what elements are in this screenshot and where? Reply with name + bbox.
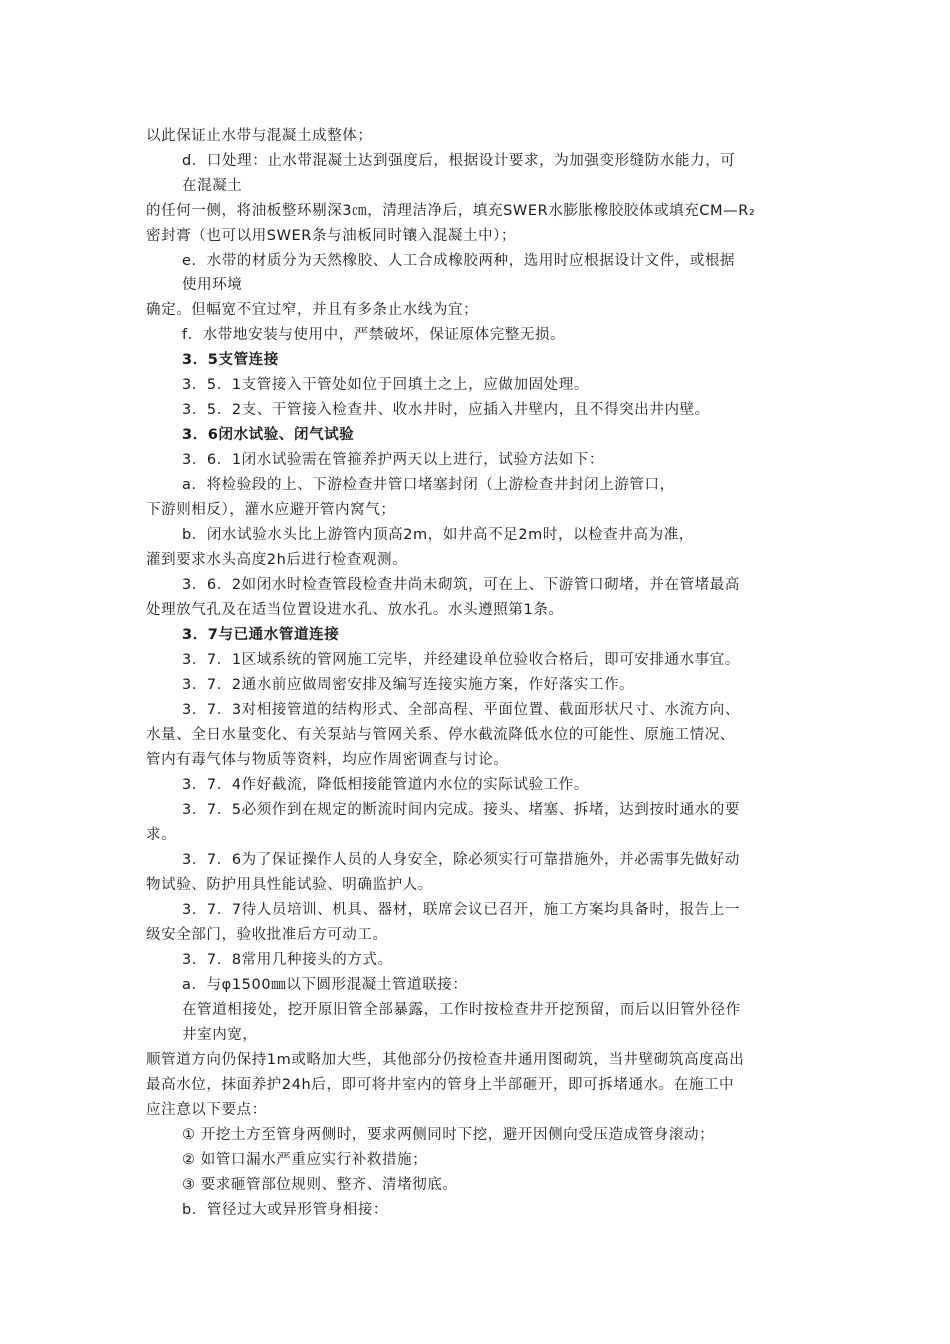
text-line: 密封膏（也可以用SWER条与油板同时镶入混凝土中）； — [146, 228, 517, 244]
section-heading: 3．5支管连接 — [182, 352, 279, 368]
text-line: 级安全部门，验收批准后方可动工。 — [146, 927, 388, 943]
text-line: 物试验、防护用具性能试验、明确监护人。 — [146, 877, 433, 893]
text-line: 3．6．2如闭水时检查管段检查井尚未砌筑，可在上、下游管口砌堵，并在管堵最高 — [182, 577, 740, 593]
text-line: 使用环境 — [182, 277, 243, 293]
text-line: 3．5．2支、干管接入检查井、收水井时，应插入井壁内，且不得突出井内壁。 — [182, 402, 710, 418]
text-line: 3．5．1支管接入干管处如位于回填土之上，应做加固处理。 — [182, 377, 589, 393]
text-line: 管内有毒气体与物质等资料，均应作周密调查与讨论。 — [146, 752, 509, 768]
list-item: ② 如管口漏水严重应实行补救措施； — [182, 1152, 428, 1168]
text-line: b．闭水试验水头比上游管内顶高2m，如井高不足2m时，以检查井高为准， — [182, 527, 694, 543]
text-line: 在管道相接处，挖开原旧管全部暴露，工作时按检查井开挖预留，而后以旧管外径作 — [182, 1002, 741, 1018]
text-line: 最高水位，抹面养护24h后，即可将井室内的管身上半部砸开，即可拆堵通水。在施工中 — [146, 1077, 735, 1093]
text-line: b．管径过大或异形管身相接： — [182, 1202, 389, 1218]
text-line: 处理放气孔及在适当位置设进水孔、放水孔。水头遵照第1条。 — [146, 602, 564, 618]
text-line: a．将检验段的上、下游检查井管口堵塞封闭（上游检查井封闭上游管口， — [182, 477, 675, 493]
section-heading: 3．7与已通水管道连接 — [182, 627, 340, 643]
text-line: 3．7．4作好截流，降低相接能管道内水位的实际试验工作。 — [182, 777, 589, 793]
text-line: 3．7．1区域系统的管网施工完毕，并经建设单位验收合格后，即可安排通水事宜。 — [182, 652, 740, 668]
text-line: 3．6．1闭水试验需在管箍养护两天以上进行，试验方法如下： — [182, 452, 605, 468]
text-line: 求。 — [146, 827, 177, 843]
section-heading: 3．6闭水试验、闭气试验 — [182, 427, 355, 443]
list-item: ③ 要求砸管部位规则、整齐、清堵彻底。 — [182, 1177, 458, 1193]
text-line: 3．7．3对相接管道的结构形式、全部高程、平面位置、截面形状尺寸、水流方向、 — [182, 702, 740, 718]
text-line: 的任何一侧，将油板整环剔深3㎝，清理洁净后，填充SWER水膨胀橡胶胶体或填充CM—R₂ — [146, 203, 756, 219]
text-line: 水量、全日水量变化、有关泵站与管网关系、停水截流降低水位的可能性、原施工情况、 — [146, 727, 735, 743]
text-line: 3．7．2通水前应做周密安排及编写连接实施方案，作好落实工作。 — [182, 677, 635, 693]
text-line: 应注意以下要点： — [146, 1102, 267, 1118]
text-line: 3．7．5必须作到在规定的断流时间内完成。接头、堵塞、拆堵，达到按时通水的要 — [182, 802, 740, 818]
text-line: 下游则相反），灌水应避开管内窝气； — [146, 502, 396, 518]
text-line: 3．7．6为了保证操作人员的人身安全，除必须实行可靠措施外，并必需事先做好动 — [182, 852, 740, 868]
text-line: e．水带的材质分为天然橡胶、人工合成橡胶两种，选用时应根据设计文件，或根据 — [182, 253, 736, 269]
text-line: f．水带地安装与使用中，严禁破坏，保证原体完整无损。 — [182, 327, 566, 343]
text-line: 井室内宽， — [182, 1027, 258, 1043]
text-line: a．与φ1500㎜以下圆形混凝土管道联接： — [182, 977, 468, 993]
text-line: 确定。但幅宽不宜过窄，并且有多条止水线为宜； — [146, 302, 479, 318]
text-line: 顺管道方向仍保持1m或略加大些，其他部分仍按检查井通用图砌筑，当井壁砌筑高度高出 — [146, 1052, 745, 1068]
text-line: 3．7．8常用几种接头的方式。 — [182, 952, 393, 968]
text-line: 以此保证止水带与混凝土成整体； — [146, 128, 373, 144]
text-line: 3．7．7待人员培训、机具、器材，联席会议已召开，施工方案均具备时，报告上一 — [182, 902, 740, 918]
list-item: ① 开挖土方至管身两侧时，要求两侧同时下挖，避开因侧向受压造成管身滚动； — [182, 1127, 715, 1143]
text-line: d．口处理：止水带混凝土达到强度后，根据设计要求，为加强变形缝防水能力，可 — [182, 153, 736, 169]
text-line: 在混凝土 — [182, 178, 243, 194]
text-line: 灌到要求水头高度2h后进行检查观测。 — [146, 552, 408, 568]
